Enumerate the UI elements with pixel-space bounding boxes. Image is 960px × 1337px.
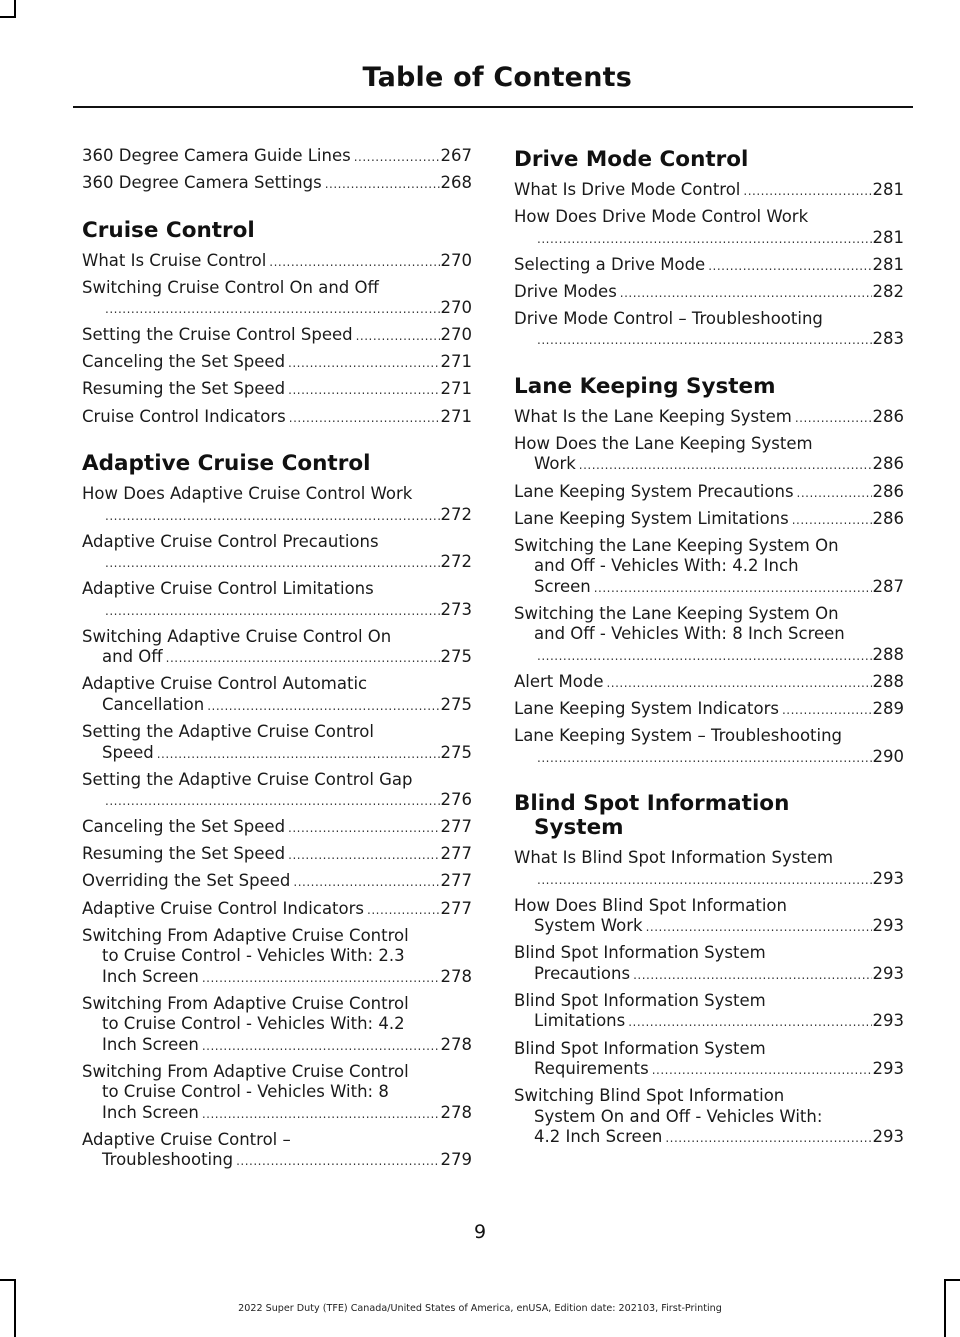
- toc-entry[interactable]: [514, 726, 904, 768]
- toc-entry[interactable]: [82, 770, 472, 812]
- toc-entry[interactable]: [514, 1039, 904, 1081]
- toc-entry-leader-line: [514, 180, 904, 202]
- dot-leader: [202, 1036, 440, 1057]
- toc-entry-title: Resuming the Set Speed: [82, 379, 286, 399]
- toc-entry-leader-line: [82, 505, 472, 527]
- toc-entry-title: and Off - Vehicles With: 4.2 Inch: [534, 556, 799, 576]
- toc-entry-title: How Does the Lane Keeping System: [514, 433, 813, 453]
- dot-leader: [537, 330, 872, 351]
- toc-entry-title: Switching Blind Spot Information: [514, 1086, 785, 1106]
- toc-entry-title: Setting the Adaptive Cruise Control: [82, 722, 374, 742]
- footer-edition-text: 2022 Super Duty (TFE) Canada/United States of America, enUSA, Edition date: 202103, First-Printing: [238, 1303, 722, 1314]
- toc-entry[interactable]: [514, 1086, 904, 1149]
- toc-entry-page: 278: [440, 1102, 472, 1122]
- toc-entry-title: System Work: [534, 916, 643, 936]
- toc-entry[interactable]: [514, 255, 904, 277]
- toc-entry-title: Adaptive Cruise Control Automatic: [82, 674, 368, 694]
- toc-entry-leader-line: [82, 899, 472, 921]
- toc-entry-title: and Off: [102, 647, 163, 667]
- section-heading: [82, 219, 472, 243]
- toc-entry[interactable]: [82, 844, 472, 866]
- toc-entry-title: Inch Screen: [102, 1034, 199, 1054]
- toc-entry-title: and Off - Vehicles With: 8 Inch Screen: [534, 624, 845, 644]
- toc-entry-page: 272: [440, 504, 472, 524]
- toc-entry-leader-line: [82, 871, 472, 893]
- toc-entry-title: Cancellation: [102, 694, 205, 714]
- dot-leader: [288, 353, 439, 374]
- toc-entry-leader-line: [514, 577, 904, 599]
- dot-leader: [594, 578, 872, 599]
- toc-entry[interactable]: [82, 325, 472, 347]
- toc-entry-title: Limitations: [534, 1011, 626, 1031]
- dot-leader: [105, 553, 440, 574]
- toc-entry[interactable]: [82, 817, 472, 839]
- toc-entry-page: 277: [440, 898, 472, 918]
- toc-entry[interactable]: [514, 536, 904, 599]
- toc-entry-title: How Does Drive Mode Control Work: [514, 207, 809, 227]
- toc-entry-title: Blind Spot Information System: [514, 990, 766, 1010]
- toc-entry[interactable]: [514, 672, 904, 694]
- toc-entry-title: Switching From Adaptive Cruise Control: [82, 1061, 409, 1081]
- toc-entry-page: 286: [872, 508, 904, 528]
- dot-leader: [293, 872, 439, 893]
- toc-entry-title: Screen: [534, 576, 591, 596]
- toc-entry-title: How Does Blind Spot Information: [514, 895, 787, 915]
- toc-entry-title: 360 Degree Camera Settings: [82, 173, 322, 193]
- toc-entry-title: Selecting a Drive Mode: [514, 254, 706, 274]
- toc-entry[interactable]: [82, 871, 472, 893]
- toc-entry[interactable]: [514, 434, 904, 476]
- toc-entry[interactable]: [514, 180, 904, 202]
- dot-leader: [537, 229, 872, 250]
- toc-entry-leader-line: [514, 916, 904, 938]
- toc-entry-title: Blind Spot Information System: [514, 943, 766, 963]
- toc-entry-leader-line: [514, 1011, 904, 1033]
- dot-leader: [646, 917, 872, 938]
- dot-leader: [105, 506, 440, 527]
- toc-entry-leader-line: [82, 817, 472, 839]
- toc-entry-leader-line: [82, 1150, 472, 1172]
- dot-leader: [166, 648, 440, 669]
- toc-entry-title: to Cruise Control - Vehicles With: 8: [102, 1082, 389, 1102]
- crop-mark: [944, 1279, 960, 1281]
- toc-entry-leader-line: [514, 329, 904, 351]
- toc-entry-title: Speed: [102, 742, 154, 762]
- page-title: Table of Contents: [362, 62, 632, 93]
- toc-entry-leader-line: [82, 647, 472, 669]
- section-heading-line: Drive Mode Control: [514, 147, 749, 172]
- toc-entry-leader-line: [514, 869, 904, 891]
- toc-entry-page: 289: [872, 699, 904, 719]
- toc-entry[interactable]: [82, 146, 472, 168]
- dot-leader: [288, 380, 439, 401]
- dot-leader: [797, 483, 872, 504]
- toc-entry[interactable]: [82, 627, 472, 669]
- toc-entry-page: 270: [440, 325, 472, 345]
- toc-entry-leader-line: [82, 967, 472, 989]
- toc-entry[interactable]: [82, 722, 472, 764]
- toc-entry-page: 278: [440, 1034, 472, 1054]
- toc-entry-title: Switching Cruise Control On and Off: [82, 277, 379, 297]
- toc-entry-title: Canceling the Set Speed: [82, 352, 286, 372]
- toc-entry-page: 282: [872, 281, 904, 301]
- toc-entry[interactable]: [82, 379, 472, 401]
- toc-entry-title: Switching the Lane Keeping System On: [514, 535, 839, 555]
- toc-entry-title: Adaptive Cruise Control –: [82, 1129, 291, 1149]
- toc-entry-leader-line: [82, 352, 472, 374]
- dot-leader: [367, 900, 439, 921]
- toc-entry-title: Overriding the Set Speed: [82, 871, 291, 891]
- toc-entry-title: Switching From Adaptive Cruise Control: [82, 993, 409, 1013]
- toc-entry-leader-line: [82, 146, 472, 168]
- toc-entry-leader-line: [514, 255, 904, 277]
- toc-entry-title: System On and Off - Vehicles With:: [534, 1106, 823, 1126]
- toc-entry-leader-line: [514, 282, 904, 304]
- toc-entry-page: 281: [872, 254, 904, 274]
- toc-entry-page: 286: [872, 454, 904, 474]
- toc-entry-leader-line: [514, 672, 904, 694]
- toc-entry-leader-line: [82, 695, 472, 717]
- dot-leader: [665, 1128, 871, 1149]
- toc-entry-page: 268: [440, 173, 472, 193]
- toc-entry[interactable]: [514, 282, 904, 304]
- section-heading-line: Lane Keeping System: [514, 373, 776, 399]
- toc-entry-page: 286: [872, 481, 904, 501]
- crop-mark: [0, 16, 16, 18]
- toc-entry-leader-line: [514, 454, 904, 476]
- dot-leader: [537, 748, 872, 769]
- section-heading-line: Cruise Control: [82, 217, 255, 243]
- toc-entry-title: 360 Degree Camera Guide Lines: [82, 146, 351, 165]
- toc-entry-title: Switching Adaptive Cruise Control On: [82, 626, 392, 646]
- toc-entry[interactable]: [82, 173, 472, 195]
- toc-entry-title: Work: [534, 454, 576, 474]
- toc-entry-title: to Cruise Control - Vehicles With: 4.2: [102, 1014, 405, 1034]
- toc-entry-page: 271: [440, 406, 472, 426]
- toc-entry-title: What Is Drive Mode Control: [514, 180, 741, 199]
- toc-entry-leader-line: [82, 325, 472, 347]
- dot-leader: [743, 181, 871, 202]
- page-number: 9: [473, 1221, 487, 1243]
- toc-entry-title: How Does Adaptive Cruise Control Work: [82, 484, 413, 504]
- toc-entry[interactable]: [82, 926, 472, 989]
- toc-entry-page: 283: [872, 329, 904, 349]
- toc-entry-title: Lane Keeping System Limitations: [514, 508, 789, 528]
- toc-entry-leader-line: [514, 964, 904, 986]
- toc-entry-leader-line: [514, 407, 904, 429]
- dot-leader: [105, 601, 440, 622]
- section-heading: [514, 148, 904, 172]
- toc-entry[interactable]: [514, 207, 904, 249]
- toc-entry[interactable]: [514, 991, 904, 1033]
- toc-entry-title: Lane Keeping System Precautions: [514, 481, 794, 501]
- toc-entry-title: Setting the Adaptive Cruise Control Gap: [82, 769, 413, 789]
- toc-entry-page: 293: [872, 1059, 904, 1078]
- toc-entry-leader-line: [82, 600, 472, 622]
- dot-leader: [207, 696, 439, 717]
- toc-entry-page: 267: [440, 146, 472, 165]
- toc-entry-title: What Is Cruise Control: [82, 250, 267, 270]
- dot-leader: [236, 1151, 439, 1172]
- toc-entry-title: Inch Screen: [102, 966, 199, 986]
- toc-entry-leader-line: [514, 228, 904, 250]
- toc-entry-page: 290: [872, 746, 904, 766]
- section-heading-line: Blind Spot Information: [514, 791, 790, 817]
- toc-entry-leader-line: [82, 407, 472, 429]
- toc-entry[interactable]: [514, 482, 904, 504]
- toc-entry-title: Canceling the Set Speed: [82, 817, 286, 837]
- toc-entry-title: Drive Mode Control – Troubleshooting: [514, 308, 823, 328]
- toc-entry-leader-line: [514, 509, 904, 531]
- toc-entry-title: to Cruise Control - Vehicles With: 2.3: [102, 946, 405, 966]
- toc-entry-page: 293: [872, 1011, 904, 1031]
- dot-leader: [606, 673, 871, 694]
- toc-entry-leader-line: [514, 747, 904, 769]
- toc-entry-title: Alert Mode: [514, 671, 604, 691]
- toc-entry-page: 275: [440, 694, 472, 714]
- toc-entry-leader-line: [82, 379, 472, 401]
- toc-entry[interactable]: [514, 309, 904, 351]
- dot-leader: [288, 818, 439, 839]
- toc-entry-page: 272: [440, 552, 472, 572]
- toc-entry-title: Troubleshooting: [102, 1150, 234, 1170]
- toc-entry-page: 275: [440, 647, 472, 667]
- dot-leader: [325, 174, 440, 195]
- toc-entry[interactable]: [514, 509, 904, 531]
- toc-entry-page: 279: [440, 1150, 472, 1170]
- dot-leader: [105, 299, 440, 320]
- toc-entry-title: Lane Keeping System Indicators: [514, 699, 779, 719]
- dot-leader: [795, 408, 872, 429]
- toc-entry[interactable]: [82, 278, 472, 320]
- toc-entry-leader-line: [514, 482, 904, 504]
- toc-entry-page: 275: [440, 742, 472, 762]
- toc-entry-page: 271: [440, 379, 472, 399]
- toc-entry[interactable]: [514, 699, 904, 721]
- toc-entry-leader-line: [82, 743, 472, 765]
- dot-leader: [792, 510, 872, 531]
- dot-leader: [202, 968, 440, 989]
- toc-entry-leader-line: [82, 1103, 472, 1125]
- toc-entry-page: 278: [440, 966, 472, 986]
- toc-entry-title: 4.2 Inch Screen: [534, 1127, 663, 1147]
- dot-leader: [157, 744, 440, 765]
- toc-entry-leader-line: [82, 844, 472, 866]
- toc-entry-title: Switching the Lane Keeping System On: [514, 603, 839, 623]
- dot-leader: [782, 700, 872, 721]
- toc-entry-title: Switching From Adaptive Cruise Control: [82, 925, 409, 945]
- toc-entry-page: 286: [872, 406, 904, 426]
- toc-entry-title: Requirements: [534, 1059, 649, 1078]
- dot-leader: [652, 1060, 872, 1081]
- toc-entry-leader-line: [82, 1035, 472, 1057]
- toc-entry-leader-line: [514, 645, 904, 667]
- toc-entry-page: 281: [872, 227, 904, 247]
- toc-entry-title: Setting the Cruise Control Speed: [82, 325, 353, 345]
- toc-entry-leader-line: [514, 1059, 904, 1081]
- toc-entry-page: 271: [440, 352, 472, 372]
- toc-entry-page: 293: [872, 1127, 904, 1147]
- toc-entry-page: 288: [872, 644, 904, 664]
- toc-entry-leader-line: [82, 298, 472, 320]
- dot-leader: [579, 455, 872, 476]
- toc-entry-page: 293: [872, 963, 904, 983]
- toc-entry-page: 293: [872, 916, 904, 936]
- dot-leader: [105, 791, 440, 812]
- section-heading: [82, 452, 472, 476]
- toc-entry-leader-line: [514, 1127, 904, 1149]
- toc-entry-leader-line: [82, 790, 472, 812]
- toc-entry-title: Adaptive Cruise Control Precautions: [82, 531, 379, 551]
- toc-entry-page: 277: [440, 871, 472, 891]
- toc-entry-page: 287: [872, 576, 904, 596]
- toc-entry-title: Inch Screen: [102, 1102, 199, 1122]
- dot-leader: [537, 870, 872, 891]
- toc-entry[interactable]: [82, 674, 472, 716]
- toc-entry[interactable]: [82, 1062, 472, 1125]
- toc-entry-title: Cruise Control Indicators: [82, 406, 286, 426]
- toc-entry[interactable]: [514, 943, 904, 985]
- toc-entry[interactable]: [514, 407, 904, 429]
- toc-entry[interactable]: [514, 604, 904, 667]
- toc-entry-title: What Is the Lane Keeping System: [514, 406, 792, 426]
- dot-leader: [356, 326, 440, 347]
- toc-entry-page: 276: [440, 790, 472, 810]
- toc-entry[interactable]: [82, 484, 472, 526]
- toc-entry-title: Drive Modes: [514, 281, 617, 301]
- toc-entry[interactable]: [82, 579, 472, 621]
- section-heading-line: System: [534, 815, 624, 841]
- dot-leader: [269, 252, 439, 273]
- toc-entry-page: 281: [872, 180, 904, 199]
- toc-entry-title: Precautions: [534, 963, 631, 983]
- dot-leader: [354, 147, 440, 168]
- toc-column-left: [82, 146, 472, 1177]
- toc-entry[interactable]: [514, 896, 904, 938]
- toc-entry-leader-line: [82, 173, 472, 195]
- toc-entry-page: 277: [440, 844, 472, 864]
- toc-entry-leader-line: [82, 552, 472, 574]
- toc-entry[interactable]: [82, 407, 472, 429]
- dot-leader: [633, 965, 871, 986]
- section-heading: [514, 792, 904, 840]
- dot-leader: [288, 845, 439, 866]
- toc-entry-page: 277: [440, 817, 472, 837]
- toc-entry-title: Blind Spot Information System: [514, 1038, 766, 1058]
- toc-entry[interactable]: [82, 1130, 472, 1172]
- toc-entry-leader-line: [514, 699, 904, 721]
- toc-entry-title: Adaptive Cruise Control Limitations: [82, 579, 374, 599]
- toc-entry-title: Lane Keeping System – Troubleshooting: [514, 726, 843, 746]
- toc-entry-page: 270: [440, 250, 472, 270]
- toc-entry-page: 270: [440, 298, 472, 318]
- toc-entry-title: What Is Blind Spot Information System: [514, 848, 834, 868]
- dot-leader: [708, 256, 871, 277]
- header-divider: [73, 106, 913, 108]
- toc-entry[interactable]: [514, 848, 904, 890]
- dot-leader: [628, 1012, 871, 1033]
- toc-entry-title: Resuming the Set Speed: [82, 844, 286, 864]
- section-heading: [514, 375, 904, 399]
- toc-entry[interactable]: [82, 994, 472, 1057]
- dot-leader: [620, 283, 872, 304]
- crop-mark: [0, 1279, 16, 1281]
- toc-entry-page: 288: [872, 671, 904, 691]
- section-heading-line: Adaptive Cruise Control: [82, 451, 371, 477]
- toc-entry-page: 293: [872, 868, 904, 888]
- toc-entry-page: 273: [440, 599, 472, 619]
- dot-leader: [289, 408, 440, 429]
- dot-leader: [202, 1104, 440, 1125]
- toc-entry[interactable]: [82, 899, 472, 921]
- dot-leader: [537, 646, 872, 667]
- toc-entry[interactable]: [82, 352, 472, 374]
- toc-entry-title: Adaptive Cruise Control Indicators: [82, 898, 365, 918]
- toc-column-right: [514, 146, 904, 1154]
- toc-entry-leader-line: [82, 251, 472, 273]
- toc-entry[interactable]: [82, 532, 472, 574]
- toc-entry[interactable]: [82, 251, 472, 273]
